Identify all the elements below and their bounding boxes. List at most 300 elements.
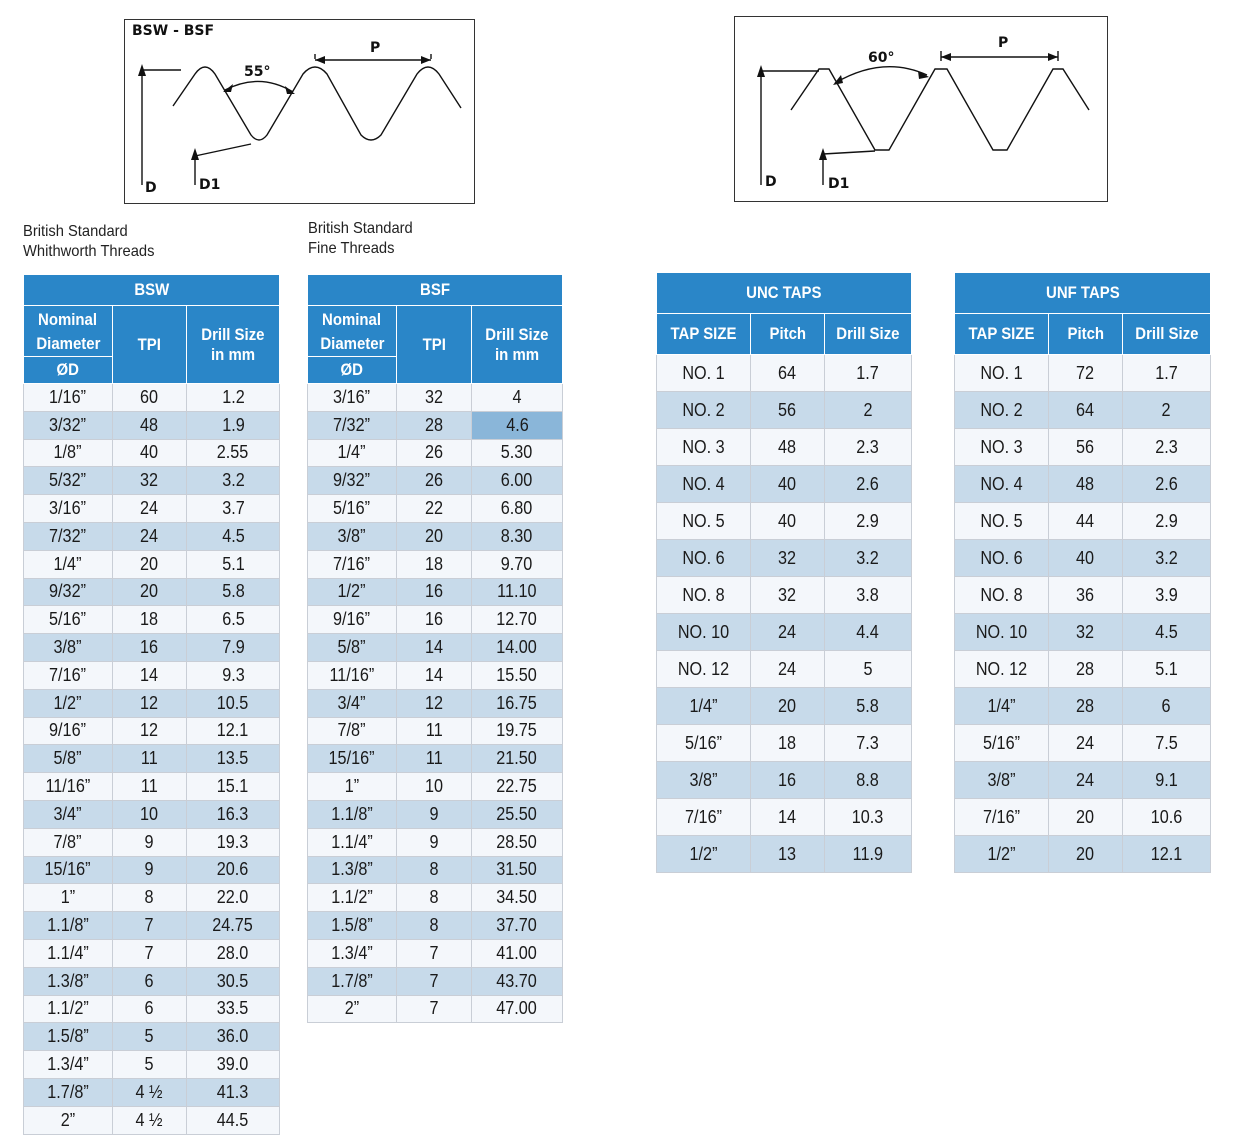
table-row (955, 577, 1211, 614)
table-cell (308, 884, 397, 912)
cell-text: 1” (60, 887, 76, 908)
cell-text: NO. 12 (975, 658, 1028, 679)
cell-text: 1/2” (987, 843, 1016, 864)
table-cell (24, 717, 113, 745)
col-header-tpi (113, 306, 187, 384)
caption-line: British Standard (23, 223, 128, 240)
header-line: Drill Size (836, 324, 900, 343)
col-header-pitch (1049, 314, 1123, 355)
table-cell (472, 967, 563, 995)
table-cell (308, 439, 397, 467)
table-cell (397, 717, 472, 745)
cell-text: 2” (344, 998, 360, 1019)
table-row (24, 773, 280, 801)
table-title-text: UNC TAPS (746, 283, 822, 302)
cell-text: 15/16” (45, 859, 91, 880)
cell-text: 1.1/4” (47, 942, 89, 963)
cell-text: 11.9 (852, 843, 884, 864)
table-cell (1049, 577, 1123, 614)
table-cell (955, 762, 1049, 799)
table-row (308, 939, 563, 967)
cell-text: 28 (1076, 658, 1095, 679)
table-cell (657, 540, 751, 577)
cell-text: 11.10 (497, 581, 537, 602)
table-cell (1049, 688, 1123, 725)
table-cell (187, 689, 280, 717)
table-cell (24, 606, 113, 634)
table-row (955, 355, 1211, 392)
table-cell (187, 1106, 280, 1134)
table-row (24, 439, 280, 467)
cell-text: NO. 1 (682, 362, 725, 383)
cell-text: 2 (1161, 399, 1171, 420)
cell-text: 21.50 (496, 748, 538, 769)
header-line: Nominal (38, 310, 98, 329)
caption-line: British Standard (308, 220, 413, 237)
table-cell (825, 614, 912, 651)
table-cell (187, 717, 280, 745)
table-cell (955, 799, 1049, 836)
table-cell (187, 884, 280, 912)
cell-text: 7/32” (333, 414, 371, 435)
cell-text: 48 (1076, 473, 1095, 494)
table-row (308, 967, 563, 995)
cell-text: 1.1/2” (331, 887, 373, 908)
table-cell (113, 717, 187, 745)
table-cell (472, 689, 563, 717)
cell-text: 4.4 (856, 621, 880, 642)
col-header-diameter-symbol (308, 357, 397, 384)
cell-text: 33.5 (217, 998, 249, 1019)
cell-text: 22.75 (496, 776, 538, 797)
table-cell (1123, 725, 1211, 762)
table-cell (955, 836, 1049, 873)
cell-text: 18 (778, 732, 797, 753)
major-diameter-label: D (145, 180, 157, 196)
table-title (657, 273, 912, 314)
table-row (308, 773, 563, 801)
table-row (308, 439, 563, 467)
table-cell (187, 995, 280, 1023)
table-row (955, 466, 1211, 503)
col-header-pitch (751, 314, 825, 355)
table-cell (1123, 799, 1211, 836)
table-cell (24, 550, 113, 578)
table-cell (308, 828, 397, 856)
table-cell (825, 651, 912, 688)
cell-text: 72 (1076, 362, 1095, 383)
caption-line: Whithworth Threads (23, 243, 155, 260)
col-header-diameter-symbol (24, 357, 113, 384)
cell-text: NO. 10 (975, 621, 1028, 642)
cell-text: 10 (140, 803, 159, 824)
cell-text: 1.1/4” (331, 831, 373, 852)
table-row (308, 745, 563, 773)
table-cell (113, 773, 187, 801)
cell-text: 24 (778, 621, 797, 642)
cell-text: NO. 6 (980, 547, 1023, 568)
header-line: TAP SIZE (968, 324, 1035, 343)
table-cell (472, 912, 563, 940)
table-row (24, 995, 280, 1023)
table-cell (751, 688, 825, 725)
table-row (955, 651, 1211, 688)
table-cell (397, 912, 472, 940)
col-header-drill (187, 306, 280, 384)
cell-text: 1.1/8” (331, 803, 373, 824)
cell-text: 11 (141, 748, 158, 769)
minor-diameter-label: D1 (828, 176, 850, 192)
cell-text: 4 (512, 386, 522, 407)
cell-text: 24 (140, 498, 159, 519)
table-row (657, 688, 912, 725)
table-cell (397, 856, 472, 884)
cell-text: 48 (140, 414, 159, 435)
cell-text: 2” (60, 1109, 76, 1130)
cell-text: 7 (144, 915, 154, 936)
cell-text: 1.9 (221, 414, 245, 435)
table-cell (825, 429, 912, 466)
table-cell (308, 495, 397, 523)
cell-text: 43.70 (496, 970, 538, 991)
table-cell (187, 1078, 280, 1106)
table-row (657, 836, 912, 873)
major-diameter-label: D (765, 174, 777, 190)
cell-text: 1.2 (221, 386, 245, 407)
table-row (308, 578, 563, 606)
cell-text: NO. 6 (682, 547, 725, 568)
cell-text: 56 (1076, 436, 1095, 457)
table-cell (1049, 799, 1123, 836)
cell-text: 24 (1076, 732, 1095, 753)
table-cell (187, 1023, 280, 1051)
table-cell (187, 495, 280, 523)
table-cell (472, 828, 563, 856)
table-cell (397, 939, 472, 967)
table-cell (397, 884, 472, 912)
whitworth-thread-profile (125, 20, 474, 203)
table-row (24, 1106, 280, 1134)
table-cell (308, 550, 397, 578)
table-cell (308, 689, 397, 717)
cell-text: 3/8” (54, 637, 82, 658)
table-row (657, 355, 912, 392)
table-row (657, 725, 912, 762)
cell-text: 12 (424, 692, 444, 713)
cell-text: 8.8 (856, 769, 880, 790)
cell-text: 11/16” (45, 776, 91, 797)
cell-text: 3.9 (1155, 584, 1178, 605)
cell-text: 1.1/8” (47, 915, 89, 936)
table-cell (187, 439, 280, 467)
table-cell (308, 661, 397, 689)
table-row (24, 384, 280, 412)
cell-text: 1.7/8” (331, 970, 373, 991)
table-cell (24, 912, 113, 940)
table-cell (24, 856, 113, 884)
table-cell (955, 688, 1049, 725)
cell-text: 6 (1161, 695, 1171, 716)
cell-text: 32 (424, 386, 444, 407)
angle-label: 60° (868, 50, 895, 66)
cell-text: 9 (144, 859, 154, 880)
table-row (24, 689, 280, 717)
cell-text: 6 (144, 998, 154, 1019)
cell-text: 1/4” (987, 695, 1016, 716)
table-cell (308, 745, 397, 773)
table-cell (1049, 614, 1123, 651)
cell-text: 3/16” (333, 386, 371, 407)
table-cell (657, 836, 751, 873)
table-cell (472, 773, 563, 801)
table-cell (751, 577, 825, 614)
cell-text: 8 (429, 887, 439, 908)
cell-text: 36.0 (217, 1026, 249, 1047)
cell-text: 5.30 (501, 442, 533, 463)
table-body (657, 355, 912, 873)
table-row (24, 634, 280, 662)
table-cell (24, 495, 113, 523)
cell-text: 9/32” (49, 581, 87, 602)
table-cell (472, 495, 563, 523)
cell-text: 3/8” (987, 769, 1016, 790)
cell-text: 3/8” (338, 525, 366, 546)
table-cell (308, 912, 397, 940)
table-cell (825, 799, 912, 836)
table-row (657, 577, 912, 614)
cell-text: 7.3 (856, 732, 880, 753)
table-cell (1049, 355, 1123, 392)
table-cell (825, 688, 912, 725)
cell-text: 3.2 (221, 470, 245, 491)
table-row (24, 745, 280, 773)
cell-text: 15/16” (329, 748, 375, 769)
table-row (657, 466, 912, 503)
table-row (955, 614, 1211, 651)
table-cell (751, 614, 825, 651)
table-cell (113, 411, 187, 439)
table-cell (472, 606, 563, 634)
table-row (955, 392, 1211, 429)
cell-text: 40 (1076, 547, 1095, 568)
cell-text: 5.1 (221, 553, 245, 574)
table-cell (24, 800, 113, 828)
cell-text: 6 (144, 970, 154, 991)
header-line: Drill Size (485, 324, 549, 344)
table-cell (113, 522, 187, 550)
col-header-nominal (24, 306, 113, 357)
cell-text: 5/32” (49, 470, 87, 491)
cell-text: 32 (1076, 621, 1095, 642)
cell-text: 9/16” (49, 720, 87, 741)
table-cell (113, 856, 187, 884)
cell-text: 1/2” (54, 692, 82, 713)
cell-text: 1” (344, 776, 360, 797)
table-cell (187, 800, 280, 828)
table-row (657, 503, 912, 540)
table-cell (1123, 614, 1211, 651)
table-row (24, 800, 280, 828)
cell-text: 5/8” (54, 748, 82, 769)
table-cell (472, 717, 563, 745)
table-cell (187, 411, 280, 439)
cell-text: 2.3 (856, 436, 880, 457)
cell-text: NO. 8 (682, 584, 725, 605)
table-cell (113, 550, 187, 578)
cell-text: 1.3/4” (47, 1054, 89, 1075)
col-header-drill-size (825, 314, 912, 355)
cell-text: 9.1 (1155, 769, 1178, 790)
table-cell (113, 1051, 187, 1079)
cell-text: 7/16” (333, 553, 371, 574)
table-cell (113, 578, 187, 606)
table-cell (1049, 725, 1123, 762)
cell-text: 22.0 (217, 887, 249, 908)
table-title-text: BSW (134, 280, 169, 299)
table-cell (24, 661, 113, 689)
cell-text: 7/16” (983, 806, 1020, 827)
table-cell (1123, 577, 1211, 614)
table-cell (657, 355, 751, 392)
cell-text: 24 (778, 658, 797, 679)
cell-text: NO. 10 (677, 621, 730, 642)
table-row (955, 540, 1211, 577)
cell-text: 36 (1076, 584, 1095, 605)
cell-text: 9.70 (501, 553, 533, 574)
cell-text: 10.3 (852, 806, 884, 827)
cell-text: 28.0 (217, 942, 249, 963)
table-cell (472, 884, 563, 912)
unified-thread-profile (735, 17, 1107, 201)
cell-text: 9 (429, 831, 439, 852)
table-cell (955, 651, 1049, 688)
table-cell (24, 578, 113, 606)
table-row (308, 884, 563, 912)
cell-text: 5/16” (49, 609, 87, 630)
table-cell (751, 540, 825, 577)
table-row (24, 828, 280, 856)
cell-text: 4 ½ (135, 1081, 164, 1102)
table-cell (187, 522, 280, 550)
cell-text: 11/16” (329, 664, 375, 685)
table-cell (397, 606, 472, 634)
cell-text: 8.30 (501, 525, 533, 546)
table-cell (1123, 688, 1211, 725)
table-cell (472, 550, 563, 578)
cell-text: 2.6 (1155, 473, 1178, 494)
table-row (24, 856, 280, 884)
header-line: in mm (210, 344, 256, 364)
col-header-tap-size (955, 314, 1049, 355)
cell-text: 9/16” (333, 609, 371, 630)
table-cell (657, 762, 751, 799)
table-cell (1049, 540, 1123, 577)
header-line: Drill Size (1134, 324, 1199, 343)
table-row (24, 884, 280, 912)
table-row (24, 550, 280, 578)
table-cell (308, 634, 397, 662)
cell-text: 4.5 (1155, 621, 1178, 642)
cell-text: 34.50 (496, 887, 538, 908)
cell-text: 14 (140, 664, 159, 685)
table-cell (657, 651, 751, 688)
table-cell (751, 503, 825, 540)
table-cell (1123, 355, 1211, 392)
table-cell (1123, 392, 1211, 429)
cell-text: 64 (778, 362, 797, 383)
table-row (308, 661, 563, 689)
cell-text: 1/16” (49, 386, 87, 407)
cell-text: 10.5 (217, 692, 249, 713)
cell-text: 16 (140, 637, 159, 658)
table-cell (472, 939, 563, 967)
table-title-text: BSF (420, 280, 450, 299)
table-cell (751, 762, 825, 799)
cell-text: 1.3/8” (47, 970, 89, 991)
cell-text: 20.6 (217, 859, 249, 880)
table-cell (397, 384, 472, 412)
table-cell (472, 522, 563, 550)
table-cell (955, 725, 1049, 762)
header-line: ØD (56, 360, 80, 379)
cell-text: 44.5 (217, 1109, 249, 1130)
cell-text: 3.8 (856, 584, 880, 605)
table-cell (751, 725, 825, 762)
cell-text: 20 (140, 553, 159, 574)
table-cell (113, 828, 187, 856)
cell-text: 2.3 (1155, 436, 1178, 457)
table-row (955, 688, 1211, 725)
table-row (24, 578, 280, 606)
table-cell (113, 884, 187, 912)
table-cell (397, 578, 472, 606)
cell-text: 6.80 (501, 498, 533, 519)
cell-text: 25.50 (496, 803, 538, 824)
col-header-drill-size (1123, 314, 1211, 355)
cell-text: 13.5 (217, 748, 249, 769)
table-row (955, 836, 1211, 873)
cell-text: 11 (425, 720, 443, 741)
cell-text: 19.3 (217, 831, 249, 852)
table-cell (1123, 836, 1211, 873)
table-row (955, 725, 1211, 762)
table-title (955, 273, 1211, 314)
table-cell (24, 522, 113, 550)
cell-text: 16 (424, 609, 444, 630)
cell-text: 3/4” (338, 692, 366, 713)
table-cell (113, 745, 187, 773)
table-cell (1049, 503, 1123, 540)
table-cell (24, 1051, 113, 1079)
cell-text: 20 (1076, 843, 1095, 864)
table-cell (397, 467, 472, 495)
table-cell (187, 606, 280, 634)
table-cell (308, 467, 397, 495)
table-cell (113, 661, 187, 689)
table-row (308, 828, 563, 856)
cell-text: 16.3 (217, 803, 249, 824)
col-header-tap-size (657, 314, 751, 355)
table-cell (397, 634, 472, 662)
table-row (24, 661, 280, 689)
cell-text: 4.6 (505, 414, 529, 435)
cell-text: 7/32” (49, 525, 87, 546)
cell-text: NO. 2 (682, 399, 725, 420)
cell-text: 1/4” (54, 553, 82, 574)
cell-text: 14 (424, 664, 444, 685)
pitch-label: P (370, 40, 381, 56)
cell-text: 1.1/2” (47, 998, 89, 1019)
